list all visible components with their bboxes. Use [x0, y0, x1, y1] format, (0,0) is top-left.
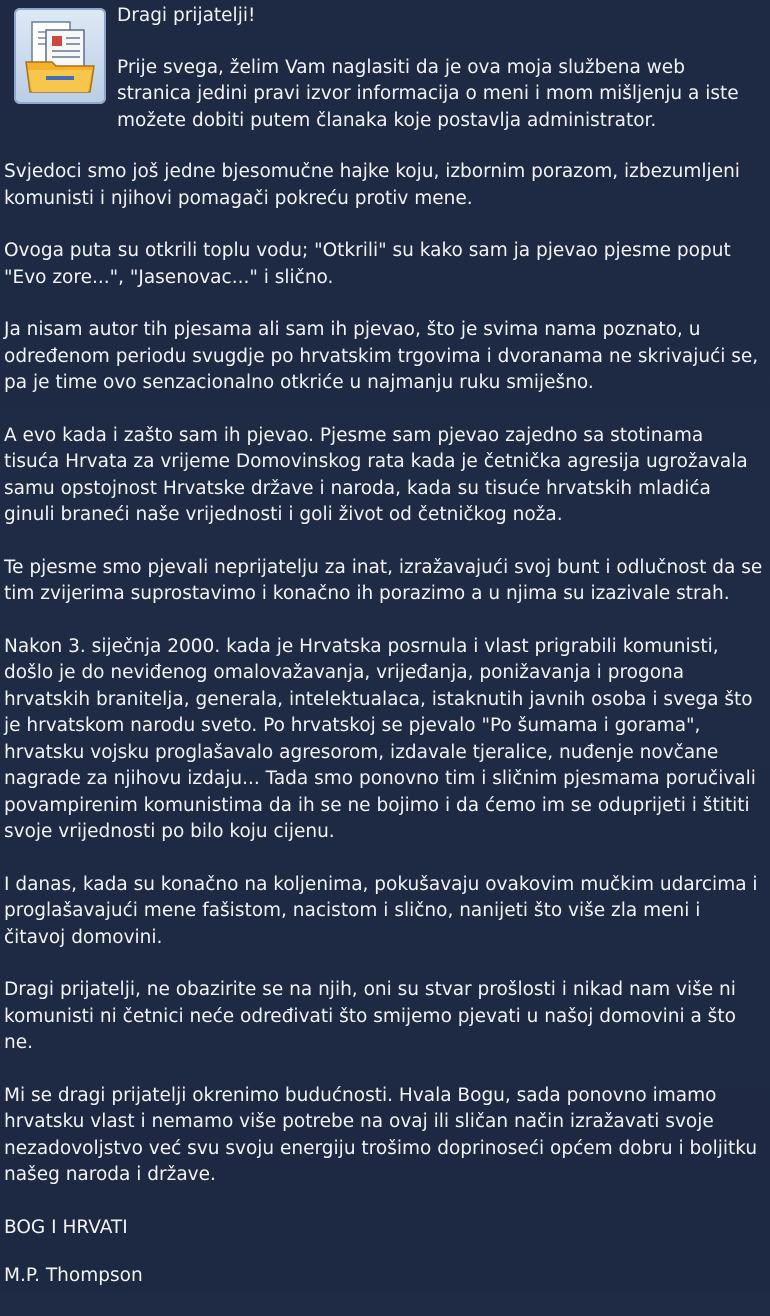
paragraph-7: I danas, kada su konačno na koljenima, pokušavaju ovakovim mučkim udarcima i proglašavajući mene fašistom, nacistom i slično, nanijeti što više zla meni i čitavoj domovini. [4, 873, 758, 948]
paragraph-1: Svjedoci smo još jedne bjesomučne hajke koju, izbornim porazom, izbezumljeni komunisti i njihovi pomagači pokreću protiv mene. [4, 161, 740, 209]
intro-paragraph: Prije svega, želim Vam naglasiti da je ova moja službena web stranica jedini pravi izvor informacija o meni i mom mišljenju a iste možete dobiti putem članaka koje postavlja administrator. [117, 56, 739, 131]
paragraph-5: Te pjesme smo pjevali neprijatelju za inat, izražavajući svoj bunt i odlučnost da se tim zvijerima suprostavimo i konačno ih porazimo a u njima su izazivale strah. [4, 556, 763, 604]
paragraph-6: Nakon 3. siječnja 2000. kada je Hrvatska posrnula i vlast prigrabili komunisti, došlo je do neviđenog omalovažavanja, vrijeđanja, ponižavanja i progona hrvatskih branitelja, generala, intelektualaca, istaknutih javnih osoba i svega što je hrvatskom narodu sveto. Po hrvatskoj se pjevalo "Po šumama i gorama", hrvatsku vojsku proglašavalo agresorom, izdavale tjeralice, nuđenje novčane nagrade za njihovu izdaju... Tada smo ponovno tim i sličnim pjesmama poručivali povampirenim komunistima da ih se ne bojimo i da ćemo im se oduprijeti i štititi svoje vrijednosti po bilo koju cijenu. [4, 635, 756, 842]
paragraph-4: A evo kada i zašto sam ih pjevao. Pjesme sam pjevao zajedno sa stotinama tisuća Hrvata za vrijeme Domovinskog rata kada je četnička agresija ugrožavala samu opstojnost Hrvatske države i naroda, kada su tisuće hrvatskih mladića ginuli braneći naše vrijednosti i goli život od četničkog noža. [4, 424, 748, 525]
paragraph-3: Ja nisam autor tih pjesama ali sam ih pjevao, što je svima nama poznato, u određenom periodu svugdje po hrvatskim trgovima i dvoranama ne skrivajući se, pa je time ovo senzacionalno otkriće u najmanju ruku smiješno. [4, 319, 759, 393]
document-folder-icon [14, 8, 106, 104]
letter-header [117, 3, 757, 134]
paragraph-8: Dragi prijatelji, ne obazirite se na njih, oni su stvar prošlosti i nikad nam više ni komunisti ni četnici neće određivati što smijemo pjevati u našoj domovini a što ne. [4, 979, 736, 1053]
signature: M.P. Thompson [4, 1265, 143, 1286]
closing: BOG I HRVATI [4, 1216, 128, 1238]
greeting: Dragi prijatelji! [117, 5, 256, 26]
paragraph-2: Ovoga puta su otkrili toplu vodu; "Otkrili" su kako sam ja pjevao pjesme poput "Evo zore...", "Jasenovac..." i slično. [4, 240, 731, 288]
paragraph-9: Mi se dragi prijatelji okrenimo budućnosti. Hvala Bogu, sada ponovno imamo hrvatsku vlast i nemamo više potrebe na ovaj ili sličan način izražavati svoje nezadovoljstvo već svu svoju energiju trošimo doprinoseći općem dobru i boljitku našeg naroda i države. [4, 1084, 758, 1185]
letter-body [4, 159, 764, 1316]
